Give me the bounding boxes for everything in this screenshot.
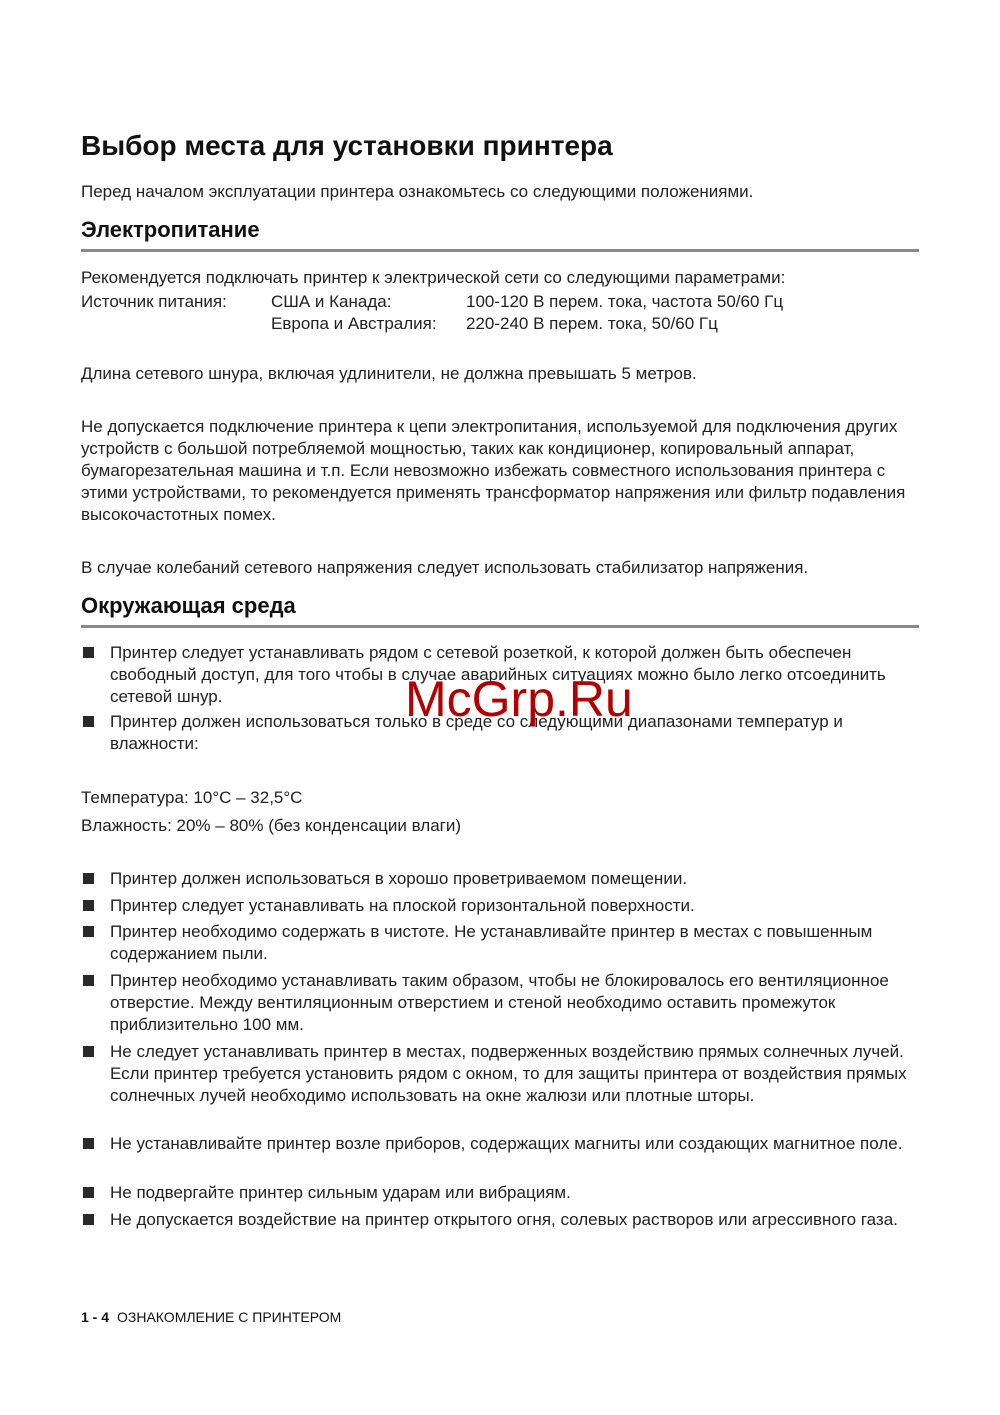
list-item-text: Не устанавливайте принтер возле приборов, содержащих магниты или создающих магнитное поле. — [110, 1134, 903, 1153]
list-item-text: Принтер следует устанавливать на плоской горизонтальной поверхности. — [110, 896, 695, 915]
humidity-range: Влажность: 20% – 80% (без конденсации влаги) — [81, 816, 462, 835]
section-divider — [81, 249, 919, 252]
bullet-square-icon — [83, 926, 94, 937]
temperature-range: Температура: 10°C – 32,5°C — [81, 788, 303, 807]
intro-text: Перед началом эксплуатации принтера ознакомьтесь со следующими положениями. — [81, 182, 754, 201]
bullet-square-icon — [83, 647, 94, 658]
power-region-eu: Европа и Австралия: — [271, 314, 437, 333]
list-item-text: Не следует устанавливать принтер в местах, подверженных воздействию прямых солнечных лучей. Если принтер требуется установить рядом с окном, то для защиты принтера от воздействия прямых солнечных лучей необходимо использовать на окне жалюзи или плотные шторы. — [110, 1042, 907, 1105]
list-item-text: Принтер следует устанавливать рядом с сетевой розеткой, к которой должен быть обеспечен свободный доступ, для того чтобы в случае аварийных ситуациях можно было легко отсоединить сетевой шнур. — [110, 643, 886, 706]
bullet-square-icon — [83, 975, 94, 986]
power-stabilizer-text: В случае колебаний сетевого напряжения следует использовать стабилизатор напряжения. — [81, 558, 809, 577]
bullet-square-icon — [83, 900, 94, 911]
page-title: Выбор места для установки принтера — [81, 130, 613, 161]
list-item-text: Принтер должен использоваться только в среде со следующими диапазонами температур и влажности: — [110, 712, 843, 753]
list-item-text: Принтер необходимо устанавливать таким образом, чтобы не блокировалось его вентиляционное отверстие. Между вентиляционным отверстием и стеной необходимо оставить промежуток приблизительно 100 мм. — [110, 971, 889, 1034]
list-item-text: Не подвергайте принтер сильным ударам или вибрациям. — [110, 1183, 571, 1202]
chapter-title: ОЗНАКОМЛЕНИЕ С ПРИНТЕРОМ — [117, 1309, 342, 1325]
bullet-square-icon — [83, 1187, 94, 1198]
heading-power: Электропитание — [81, 217, 260, 242]
heading-environment: Окружающая среда — [81, 593, 296, 618]
bullet-square-icon — [83, 1138, 94, 1149]
page-footer — [81, 1309, 341, 1325]
bullet-square-icon — [83, 873, 94, 884]
bullet-square-icon — [83, 1214, 94, 1225]
power-spec-us: 100-120 В перем. тока, частота 50/60 Гц — [466, 292, 784, 311]
section-divider — [81, 625, 919, 628]
power-source-label: Источник питания: — [81, 292, 227, 311]
power-spec-eu: 220-240 В перем. тока, 50/60 Гц — [466, 314, 718, 333]
bullet-square-icon — [83, 1046, 94, 1057]
bullet-square-icon — [83, 716, 94, 727]
power-region-us: США и Канада: — [271, 292, 392, 311]
power-cord-text: Длина сетевого шнура, включая удлинители, не должна превышать 5 метров. — [81, 364, 697, 383]
list-item-text: Принтер должен использоваться в хорошо проветриваемом помещении. — [110, 869, 688, 888]
list-item-text: Принтер необходимо содержать в чистоте. Не устанавливайте принтер в местах с повышенным содержанием пыли. — [110, 922, 873, 963]
power-recommend-text: Рекомендуется подключать принтер к электрической сети со следующими параметрами: — [81, 268, 786, 287]
page-number: 1 - 4 — [81, 1309, 110, 1325]
list-item-text: Не допускается воздействие на принтер открытого огня, солевых растворов или агрессивного газа. — [110, 1210, 898, 1229]
watermark: McGrp.Ru — [405, 671, 633, 727]
power-warning-text: Не допускается подключение принтера к цепи электропитания, используемой для подключения других устройств с большой потребляемой мощностью, таких как кондиционер, копировальный аппарат, бумагорезательная машина и т.п. Если невозможно избежать совместного использования принтера с этими устройствами, то рекомендуется применять трансформатор напряжения или фильтр подавления высокочастотных помех. — [81, 417, 906, 524]
